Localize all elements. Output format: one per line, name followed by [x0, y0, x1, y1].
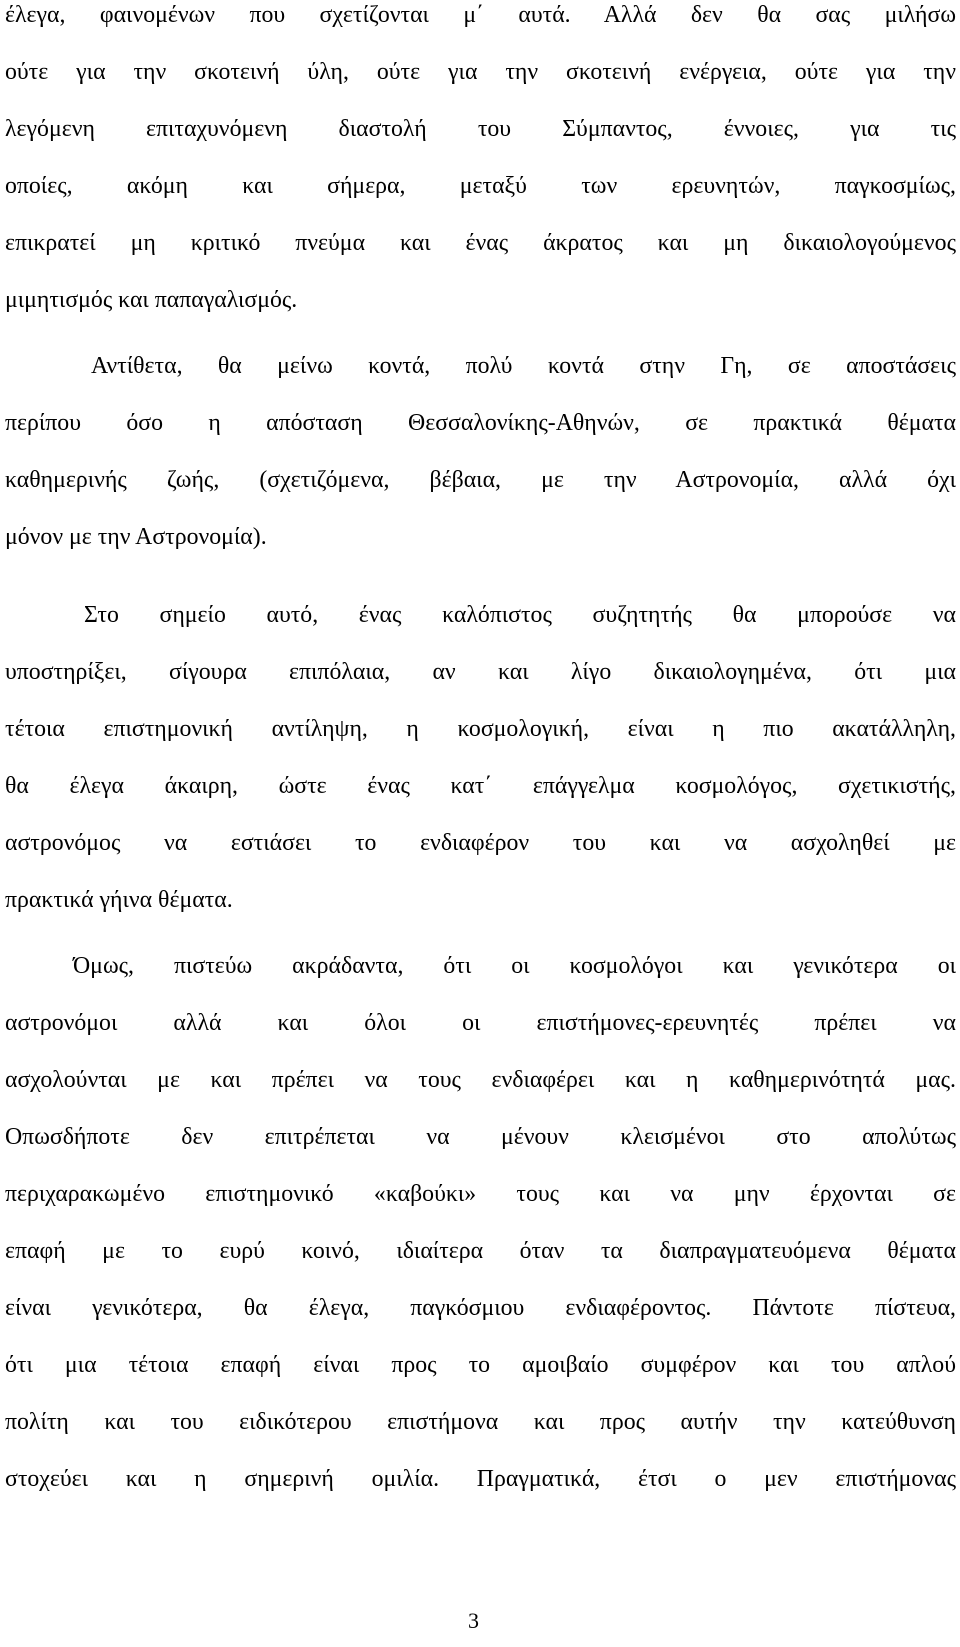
text-line: οποίες, ακόμη και σήμερα, μεταξύ των ερευνητών, παγκοσμίως,	[5, 173, 956, 199]
text-line: πολίτη και του ειδικότερου επιστήμονα και προς αυτήν την κατεύθυνση	[5, 1409, 956, 1435]
text-line: έλεγα, φαινομένων που σχετίζονται μ΄ αυτά. Αλλά δεν θα σας μιλήσω	[5, 2, 956, 28]
text-line: λεγόμενη επιταχυνόμενη διαστολή του Σύμπαντος, έννοιες, για τις	[5, 116, 956, 142]
text-line: στοχεύει και η σημερινή ομιλία. Πραγματικά, έτσι ο μεν επιστήμονας	[5, 1466, 956, 1492]
text-line: μόνον με την Αστρονομία).	[5, 524, 267, 550]
text-line: Στο σημείο αυτό, ένας καλόπιστος συζητητής θα μπορούσε να	[84, 602, 956, 628]
text-line: περίπου όσο η απόσταση Θεσσαλονίκης-Αθηνών, σε πρακτικά θέματα	[5, 410, 956, 436]
text-line: τέτοια επιστημονική αντίληψη, η κοσμολογική, είναι η πιο ακατάλληλη,	[5, 716, 956, 742]
text-line: αστρονόμοι αλλά και όλοι οι επιστήμονες-ερευνητές πρέπει να	[5, 1010, 956, 1036]
text-line: ότι μια τέτοια επαφή είναι προς το αμοιβαίο συμφέρον και του απλού	[5, 1352, 956, 1378]
text-line: ασχολούνται με και πρέπει να τους ενδιαφέρει και η καθημερινότητά μας.	[5, 1067, 956, 1093]
text-line: θα έλεγα άκαιρη, ώστε ένας κατ΄ επάγγελμα κοσμολόγος, σχετικιστής,	[5, 773, 956, 799]
text-line: επικρατεί μη κριτικό πνεύμα και ένας άκρατος και μη δικαιολογούμενος	[5, 230, 956, 256]
text-line: πρακτικά γήινα θέματα.	[5, 887, 233, 913]
text-line: αστρονόμος να εστιάσει το ενδιαφέρον του και να ασχοληθεί με	[5, 830, 956, 856]
text-line: καθημερινής ζωής, (σχετιζόμενα, βέβαια, με την Αστρονομία, αλλά όχι	[5, 467, 956, 493]
text-line: περιχαρακωμένο επιστημονικό «καβούκι» τους και να μην έρχονται σε	[5, 1181, 956, 1207]
text-line: επαφή με το ευρύ κοινό, ιδιαίτερα όταν τα διαπραγματευόμενα θέματα	[5, 1238, 956, 1264]
text-line: είναι γενικότερα, θα έλεγα, παγκόσμιου ενδιαφέροντος. Πάντοτε πίστευα,	[5, 1295, 956, 1321]
text-line: μιμητισμός και παπαγαλισμός.	[5, 287, 298, 313]
text-line: Όμως, πιστεύω ακράδαντα, ότι οι κοσμολόγοι και γενικότερα οι	[73, 953, 956, 979]
text-line: υποστηρίξει, σίγουρα επιπόλαια, αν και λίγο δικαιολογημένα, ότι μια	[5, 659, 956, 685]
page-number: 3	[468, 1608, 479, 1633]
text-line: Αντίθετα, θα μείνω κοντά, πολύ κοντά στην Γη, σε αποστάσεις	[91, 353, 956, 379]
text-line: ούτε για την σκοτεινή ύλη, ούτε για την σκοτεινή ενέργεια, ούτε για την	[5, 59, 956, 85]
text-line: Οπωσδήποτε δεν επιτρέπεται να μένουν κλεισμένοι στο απολύτως	[5, 1124, 956, 1150]
